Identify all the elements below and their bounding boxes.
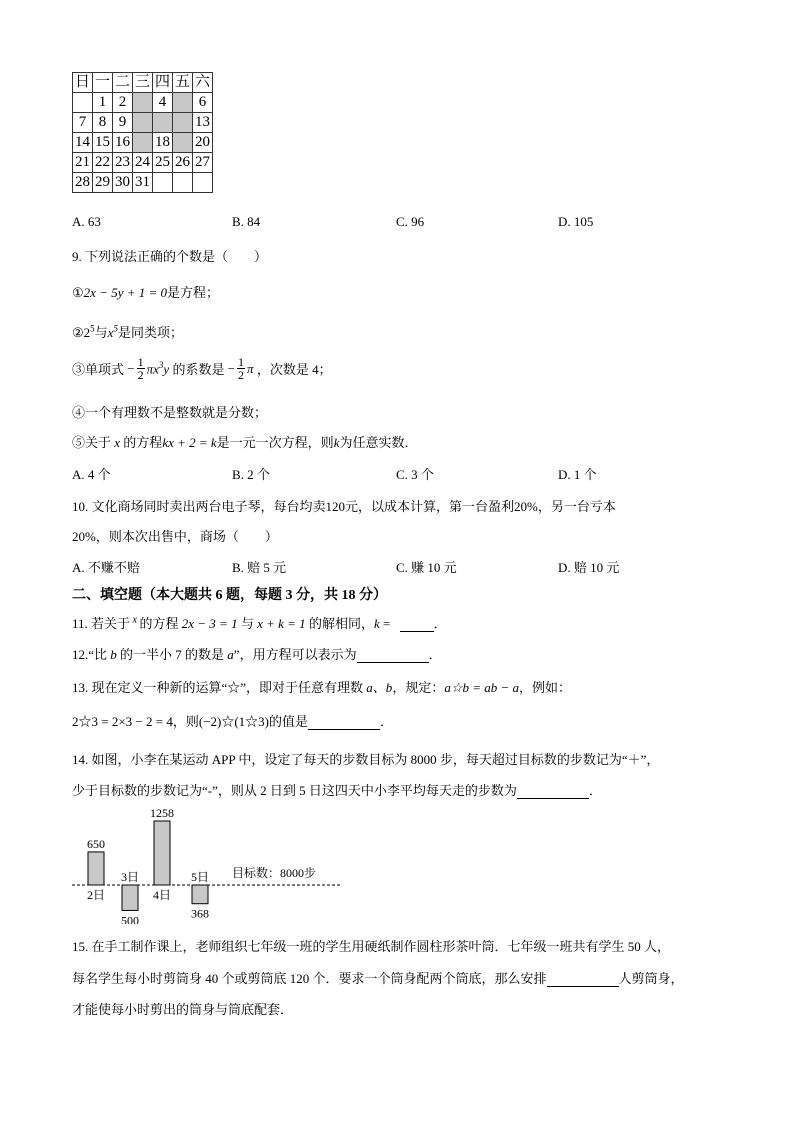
q12-text-a: 12.“比 [72,647,108,662]
calendar-cell-shaded [173,93,193,113]
calendar-header-cell: 日 [73,73,93,93]
q11-text-d: 的解相同， [308,616,374,631]
calendar-cell: 27 [193,153,213,173]
calendar-cell: 16 [113,133,133,153]
q9-option-a: A. 4 个 [72,467,111,482]
q9-s5-text-2: 是一元一次方程，则 [216,435,334,450]
calendar-cell: 21 [73,153,93,173]
q8-option-d: D. 105 [558,214,594,229]
q8-option-a: A. 63 [72,214,101,229]
calendar-cell: 31 [133,173,153,193]
q15-text-a: 每名学生每小时剪筒身 40 个或剪筒底 120 个．要求一个筒身配两个筒底，那么安排 [72,971,547,986]
bar-3日 [122,885,138,910]
q9-s5-var: x [111,435,124,450]
q14-line2 [72,780,602,799]
calendar-cell-shaded [133,113,153,133]
q9-s3-text: 的系数是 [172,362,225,377]
q11-eq2: x + k = 1 [253,616,309,631]
calendar-cell: 4 [153,93,173,113]
q13-expression: (−2)☆(1☆3) [198,714,269,729]
category-label: 3日 [120,870,140,884]
target-label: 目标数：8000步 [232,866,317,880]
calendar-header-cell: 一 [93,73,113,93]
q11-eq1: 2x − 3 = 1 [178,616,241,631]
q8-option-b: B. 84 [232,214,261,229]
q9-s2-text: 与 [94,325,108,340]
q10-option-a: A. 不赚不赔 [72,560,140,575]
calendar-cell: 28 [73,173,93,193]
calendar-cell: 13 [193,113,213,133]
calendar-cell-shaded [173,113,193,133]
calendar-cell: 22 [93,153,113,173]
category-label: 5日 [190,870,210,884]
q12 [72,644,442,663]
q10-line2: 20%，则本次出售中，商场（ ） [72,529,278,544]
q11-text-end: ． [433,616,447,631]
q12-text-c: ”，用方程可以表示为 [233,647,357,662]
q9-s2-text-end: 是同类项； [117,325,183,340]
q9-s5-text-end: 为任意实数． [339,435,418,450]
q11-equals: = [379,616,394,631]
q12-text-b: 的一半小 7 的数是 [120,647,225,662]
q9-s5-k: k [333,435,340,450]
bar-value-label: 1258 [150,806,174,820]
q9-s2-label: ② [72,325,84,340]
category-label: 2日 [86,888,106,902]
calendar-cell-shaded [133,93,153,113]
q15-answer-blank[interactable] [547,973,619,987]
q14-answer-blank[interactable] [517,785,589,799]
q9-option-d: D. 1 个 [558,467,597,482]
q10-option-b: B. 赔 5 元 [232,560,287,575]
calendar-header-cell: 六 [193,73,213,93]
calendar-header-cell: 三 [133,73,153,93]
calendar-cell: 20 [193,133,213,153]
bar-5日 [192,885,208,904]
bar-value-label: 650 [87,836,105,851]
q15-line3: 才能使每小时剪出的筒身与筒底配套． [72,1002,294,1017]
calendar-cell: 26 [173,153,193,173]
q8-option-c: C. 96 [396,214,425,229]
calendar-cell: 18 [153,133,173,153]
q9-s1-text: 是方程； [167,285,220,300]
q11-text-a: 11. 若关于 [72,616,131,631]
bar-4日 [154,821,170,885]
q9-s3-monomial: − 1 2 $\pi x^3y$ [127,355,170,382]
section-heading: 二、填空题（本大题共 6 题，每题 3 分，共 18 分） [72,588,387,603]
q9-statement-5 [72,432,417,451]
calendar-cell: 9 [113,113,133,133]
q12-var-a: a [224,647,234,662]
q9-s5-label: ⑤关于 [72,435,112,450]
calendar-cell: 2 [113,93,133,113]
q13-text-c: ，例如： [519,680,572,695]
calendar-cell: 30 [113,173,133,193]
q10-option-c: C. 赚 10 元 [396,560,457,575]
bar-2日 [88,852,104,885]
q9-statement-1 [72,282,219,301]
calendar-cell-shaded [133,133,153,153]
q13-text-end: ． [380,714,394,729]
calendar-cell [173,173,193,193]
q12-var-b: b [107,647,121,662]
q9-s2-term-b: $x^5$ [107,323,118,340]
q15-line2 [72,968,684,987]
q9-s1-label: ① [72,285,84,300]
bar-value-label: 500 [121,913,139,924]
q11-answer-blank[interactable] [400,618,434,632]
q11-text-c: 与 [240,616,254,631]
q13-line1 [72,677,571,696]
q13-example: 2☆3 = 2×3 − 2 = 4 [72,714,173,729]
calendar-cell: 8 [93,113,113,133]
q9-option-b: B. 2 个 [232,467,270,482]
q14-line1: 14. 如图，小李在某运动 APP 中，设定了每天的步数目标为 8000 步，每天超过目标数的步数记为“＋”， [72,752,660,767]
q15-line1: 15. 在手工制作课上，老师组织七年级一班的学生用硬纸制作圆柱形茶叶筒．七年级一班共有学生 50 人， [72,939,671,954]
q13-vars: a、b [363,680,393,695]
q14-text-end: ． [588,783,602,798]
calendar-cell [73,93,93,113]
q13-text-e: 的值是 [269,714,309,729]
q12-text-end: ． [428,647,442,662]
q9-s5-equation: kx + 2 = k [162,435,217,450]
q11 [72,613,447,632]
calendar-header-cell: 五 [173,73,193,93]
q11-var-x: x [130,614,140,626]
calendar-cell: 25 [153,153,173,173]
calendar-cell [153,173,173,193]
q9-option-c: C. 3 个 [396,467,434,482]
q10-option-d: D. 赔 10 元 [558,560,620,575]
q9-s3-label: ③单项式 [72,362,125,377]
calendar-cell: 23 [113,153,133,173]
q9-stem: 9. 下列说法正确的个数是（ ） [72,249,268,264]
q13-definition: a☆b = ab − a [444,680,520,695]
q10-line1: 10. 文化商场同时卖出两台电子琴，每台均卖120元，以成本计算，第一台盈利20%，另一台亏本 [72,499,616,514]
q9-s1-formula: 2x − 5y + 1 = 0 [83,285,168,300]
q9-s3-text-end: ，次数是 4； [256,362,332,377]
calendar-cell: 1 [93,93,113,113]
calendar-cell: 29 [93,173,113,193]
calendar-cell: 6 [193,93,213,113]
calendar-cell: 24 [133,153,153,173]
q11-k: k [373,616,380,631]
q9-s2-term-a: $2^5$ [83,323,95,340]
q11-text-b: 的方程 [139,616,179,631]
calendar-cell: 15 [93,133,113,153]
category-label: 4日 [152,888,172,902]
q9-statement-4: ④一个有理数不是整数就是分数； [72,405,268,420]
calendar-cell [193,173,213,193]
q15-text-b: 人剪筒身， [618,971,684,986]
q13-text-b: ，规定： [392,680,445,695]
q13-answer-blank[interactable] [308,716,380,730]
q13-text-d: ，则 [172,714,199,729]
q9-statement-3 [72,356,332,381]
q12-answer-blank[interactable] [357,649,429,663]
q9-statement-2 [72,322,183,341]
calendar-cell-shaded [173,133,193,153]
calendar-header-cell: 四 [153,73,173,93]
calendar-cell: 7 [73,113,93,133]
calendar-table [72,72,213,193]
q14-text: 少于目标数的步数记为“-”，则从 2 日到 5 日这四天中小李平均每天走的步数为 [72,783,517,798]
q13-line2 [72,711,393,730]
q13-text-a: 13. 现在定义一种新的运算“☆”，即对于任意有理数 [72,680,364,695]
calendar-cell-shaded [153,113,173,133]
q9-s5-text: 的方程 [123,435,163,450]
bar-value-label: 368 [191,906,209,921]
q9-s3-coefficient: − 1 2 π [227,355,254,382]
step-chart [70,800,360,924]
calendar-header-cell: 二 [113,73,133,93]
calendar-cell: 14 [73,133,93,153]
